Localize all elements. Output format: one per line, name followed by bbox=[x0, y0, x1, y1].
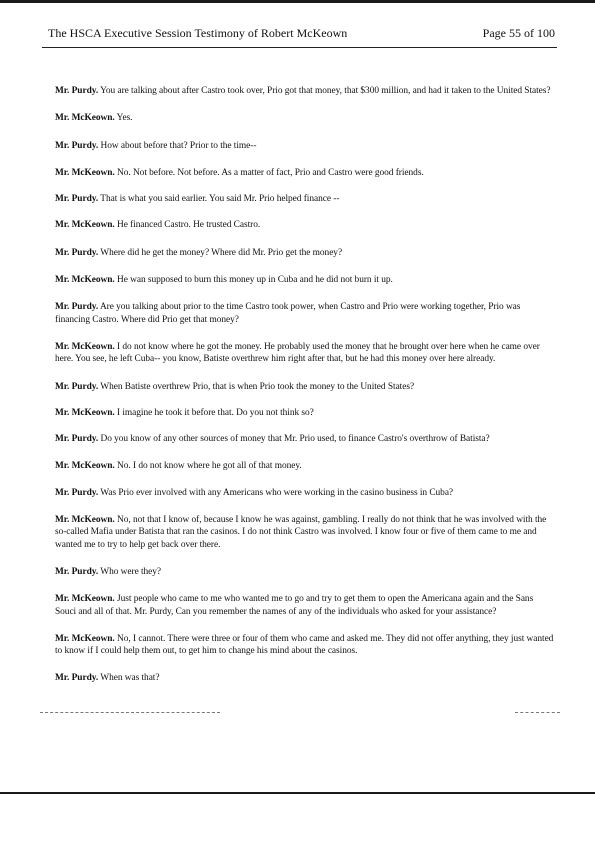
speaker-label: Mr. McKeown. bbox=[55, 220, 115, 231]
transcript-paragraph bbox=[55, 407, 555, 419]
speaker-label: Mr. Purdy. bbox=[55, 194, 99, 205]
speaker-label: Mr. McKeown. bbox=[55, 167, 115, 178]
transcript-paragraph bbox=[55, 433, 555, 445]
statement-text: No, I cannot. There were three or four of them who came and asked me. They did not offer anything, they just wanted to know if I could help them out, to get him to change his mind about the casinos. bbox=[55, 633, 554, 657]
transcript-paragraph bbox=[55, 274, 555, 286]
transcript-paragraph bbox=[55, 566, 555, 578]
statement-text: You are talking about after Castro took over, Prio got that money, that $300 million, and had it taken to the United States? bbox=[100, 86, 551, 96]
statement-text: I imagine he took it before that. Do you not think so? bbox=[117, 407, 314, 418]
transcript-paragraph bbox=[55, 247, 555, 259]
statement-text: No. I do not know where he got all of that money. bbox=[117, 461, 302, 472]
speaker-label: Mr. Purdy. bbox=[55, 86, 99, 96]
transcript-paragraph bbox=[55, 381, 555, 393]
statement-text: No. Not before. Not before. As a matter of fact, Prio and Castro were good friends. bbox=[117, 167, 424, 178]
top-scan-border bbox=[0, 0, 595, 3]
speaker-label: Mr. McKeown. bbox=[55, 594, 115, 605]
transcript-paragraph bbox=[55, 593, 555, 618]
transcript-paragraph bbox=[55, 514, 555, 551]
speaker-label: Mr. Purdy. bbox=[55, 434, 99, 445]
transcript-paragraph bbox=[55, 85, 555, 97]
statement-text: When was that? bbox=[100, 673, 160, 684]
speaker-label: Mr. McKeown. bbox=[55, 407, 115, 418]
statement-text: Yes. bbox=[116, 113, 133, 124]
statement-text: Was Prio ever involved with any Americans who were working in the casino business in Cuba? bbox=[100, 487, 454, 498]
statement-text: Where did he get the money? Where did Mr. Prio get the money? bbox=[100, 247, 343, 258]
speaker-label: Mr. McKeown. bbox=[55, 113, 115, 124]
transcript-paragraph bbox=[55, 301, 555, 326]
bottom-scan-border bbox=[0, 792, 595, 794]
statement-text: Are you talking about prior to the time Castro took power, when Castro and Prio were working together, Prio was financing Castro. Where did Prio get that money? bbox=[55, 302, 521, 325]
statement-text: Do you know of any other sources of money that Mr. Prio used, to finance Castro's overthrow of Batista? bbox=[100, 434, 490, 445]
statement-text: I do not know where he got the money. He probably used the money that he brought over here when he came over here. You see, he left Cuba-- you know, Batiste overthrew him right after that, but he had this money over here already. bbox=[55, 341, 540, 365]
speaker-label: Mr. Purdy. bbox=[55, 247, 99, 258]
transcript-paragraph bbox=[55, 633, 555, 658]
scan-artifact-left bbox=[40, 712, 220, 713]
speaker-label: Mr. McKeown. bbox=[55, 461, 115, 472]
statement-text: He wan supposed to burn this money up in Cuba and he did not burn it up. bbox=[117, 275, 393, 286]
transcript-body bbox=[55, 70, 555, 685]
transcript-paragraph bbox=[55, 167, 555, 179]
statement-text: He financed Castro. He trusted Castro. bbox=[117, 220, 261, 231]
document-title: The HSCA Executive Session Testimony of Robert McKeown bbox=[48, 26, 348, 40]
statement-text: How about before that? Prior to the time-- bbox=[100, 140, 257, 151]
statement-text: Just people who came to me who wanted me to go and try to get them to open the Americana again and the Sans Souci and all of that. Mr. Purdy, Can you remember the names of any of the individuals who asked for your assistance? bbox=[55, 594, 534, 617]
transcript-paragraph bbox=[55, 140, 555, 152]
scan-artifact-right bbox=[515, 712, 560, 713]
speaker-label: Mr. Purdy. bbox=[55, 140, 99, 151]
header-divider bbox=[42, 47, 557, 48]
speaker-label: Mr. Purdy. bbox=[55, 566, 99, 577]
speaker-label: Mr. McKeown. bbox=[55, 633, 115, 644]
speaker-label: Mr. Purdy. bbox=[55, 302, 99, 313]
speaker-label: Mr. McKeown. bbox=[55, 515, 115, 526]
transcript-paragraph bbox=[55, 460, 555, 472]
statement-text: No, not that I know of, because I know he was against, gambling. I really do not think that he was involved with the so-called Mafia under Batista that ran the casinos. I do not think Castro was involved. I know four or five of them came to me and wanted me to try to help get back over there. bbox=[55, 515, 547, 550]
transcript-paragraph bbox=[55, 341, 555, 366]
transcript-paragraph bbox=[55, 112, 555, 124]
statement-text: Who were they? bbox=[100, 566, 162, 577]
transcript-paragraph bbox=[55, 672, 555, 684]
transcript-paragraph bbox=[55, 219, 555, 231]
speaker-label: Mr. Purdy. bbox=[55, 487, 99, 498]
speaker-label: Mr. McKeown. bbox=[55, 275, 115, 286]
page-header bbox=[48, 26, 555, 44]
statement-text: When Batiste overthrew Prio, that is when Prio took the money to the United States? bbox=[100, 381, 415, 392]
speaker-label: Mr. Purdy. bbox=[55, 673, 99, 684]
transcript-paragraph bbox=[55, 193, 555, 205]
page-number: Page 55 of 100 bbox=[482, 26, 555, 40]
transcript-paragraph bbox=[55, 487, 555, 499]
statement-text: That is what you said earlier. You said Mr. Prio helped finance -- bbox=[100, 194, 340, 205]
speaker-label: Mr. Purdy. bbox=[55, 381, 99, 392]
speaker-label: Mr. McKeown. bbox=[55, 341, 115, 352]
